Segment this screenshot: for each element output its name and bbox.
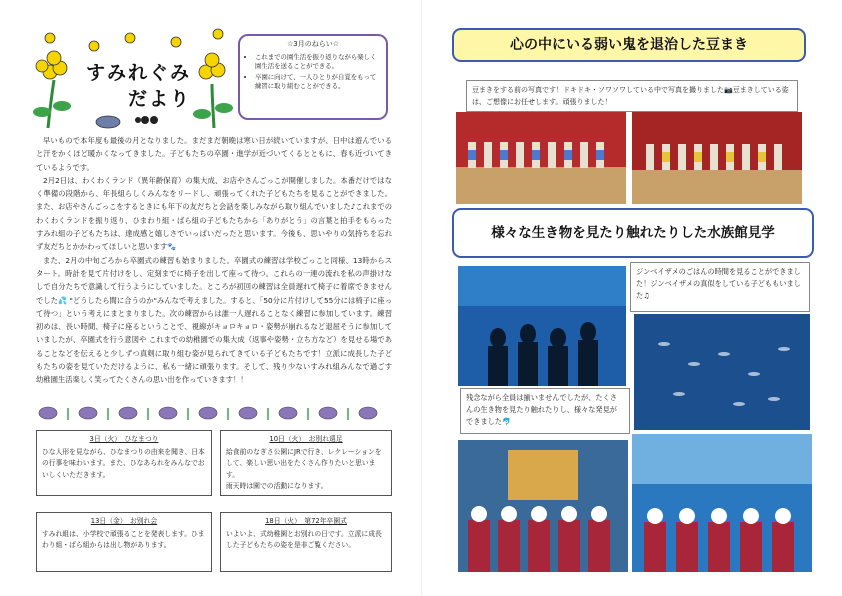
aquarium-photo-group-left: [458, 440, 628, 572]
monthly-goals-box: [238, 34, 388, 120]
small-flower-icon: [45, 29, 223, 51]
whale-shark-caption: ジンベイザメのごはんの時間を見ることができました！ジンベイザメの真似をしている子どももいました♫: [630, 262, 810, 312]
decorative-border: [36, 402, 392, 424]
event-heading: 18日（火） 第72年卒園式: [265, 517, 347, 525]
newsletter-title-sub: だより: [128, 88, 192, 110]
ant-icon: [135, 116, 158, 124]
aquarium-photo-fish: [634, 314, 810, 430]
event-heading: 10日（火） お別れ遠足: [269, 435, 343, 443]
event-farewell-party: [36, 512, 212, 572]
aquarium-photo-group-right: [632, 434, 812, 572]
rapeseed-flower-icon: [33, 51, 71, 128]
event-note: 雨天時は園での活動になります。: [226, 482, 328, 491]
bean-throwing-caption: 豆まきをする前の写真です！ドキドキ・ソワソワしている中で写真を撮りました📷豆まきしている姿は、ご想像にお任せします。頑張りました！: [466, 80, 798, 112]
body-text: [36, 134, 392, 387]
pillbug-icon: [96, 116, 120, 128]
event-text: すみれ組は、小学校で頑張ることを発表します。ひまわり組・ばら組からは出し物があります。: [42, 529, 205, 550]
newsletter-title: すみれぐみ: [86, 62, 192, 84]
goal-item: • これまでの園生活を振り返りながら楽しく園生活を送ることができる。: [255, 53, 380, 72]
body-paragraph: また、2月の中旬ごろから卒園式の練習も始まりました。卒園式の練習は学校ごっこと同様、13時からスタート。時計を見て片付けをし、定刻までに椅子を出して座って待つ。これらの一連の流れを私の声掛けなしで自分たちで意識して行うようにしていました。ところが初回の練習は全員遅れて椅子に着席できませんでした💦 "どうしたら間に合うのか"みんなで考えました。すると、「50分に片付けして55分には椅子に座って待つ」という考えにまとまりました。次の練習からは誰一人遅れることなく練習に参加しています。練習初めは、長い時間、椅子に座るということで、視線がキョロキョロ・姿勢が崩れるなど退屈そうに参加していましたが、卒園式を行う意図や これまでの幼稚園での集大成（返事や姿勢・立ち方など）を見せる場であることなどを伝えると少しずつ真剣に取り組む姿が見られてきている子どもたちです！立派に成長した子どもたちの姿を見ていただけるように、私も一緒に頑張ります。そして、残り少ないすみれ組みんなで過ごす幼稚園生活楽しく笑ってたくさんの思い出を作っていきます！！: [36, 255, 392, 385]
bean-throwing-banner: 心の中にいる弱い鬼を退治した豆まき: [452, 28, 806, 62]
rapeseed-flower-icon: [193, 53, 233, 128]
event-graduation: [220, 512, 392, 572]
event-text: いよいよ、式幼稚園とお別れの日です。立派に成長した子どもたちの姿を是非ご覧ください。: [226, 529, 382, 550]
event-farewell-trip: [220, 430, 392, 496]
goals-title: ☆3月のねらい☆: [286, 40, 339, 48]
event-text: ひな人形を見ながら、ひなまつりの由来を聞き、日本の行事を味わいます。また、ひなあられをみんなでおいしくいただきます。: [42, 447, 205, 479]
bean-throwing-photo-right: [632, 112, 802, 204]
aquarium-photo-silhouettes: [458, 266, 626, 386]
event-heading: 3日（火） ひなまつり: [89, 435, 159, 443]
body-paragraph: 2月2日は、わくわくランド（異年齢保育）の集大成、お店やさんごっこが開催しました。本番だけではなく準備の段階から、年長組らしくみんなをリードし、頑張ってくれた子どもたちを見ることができました。また、お店やさんごっこをするときにも年下の友だちと会話を楽しみながら取り組んでいました♪これまでのわくわくランドを振り返り、ひまわり組・ばら組の子どもたちから「ありがとう」の言葉と拍手をもらったすみれ組の子どもたちは、達成感と嬉しさでいっぱいだったと思います。今後も、思いやりの気持ちを忘れず友だちとかかわってほしいと思います🐾: [36, 175, 392, 252]
page-divider: [421, 0, 422, 596]
aquarium-summary-caption: 残念ながら全員は揃いませんでしたが、たくさんの生き物を見たり触れたりし、様々な発見ができました🐬: [460, 388, 630, 434]
event-hinamatsuri: [36, 430, 212, 496]
bean-throwing-photo-left: [456, 112, 626, 204]
event-text: 給食前のなぎさ公園にJRで行き、レクレーションをして、楽しい思い出をたくさん作りたいと思います。: [226, 447, 382, 479]
aquarium-banner: 様々な生き物を見たり触れたりした水族館見学: [452, 208, 814, 258]
body-paragraph: 早いもので本年度も最後の月となりました。まだまだ朝晩は寒い日が続いていますが、日中は遊んでいると汗をかくほど暖かくなってきました。子どもたちの卒園・進学が近づいてくるとともに、春も近づいてきているようです。: [36, 136, 392, 172]
event-heading: 13日（金） お別れ会: [90, 517, 158, 525]
goal-item: • 卒園に向けて、一人ひとりが自覚をもって練習に取り組むことができる。: [255, 73, 380, 92]
